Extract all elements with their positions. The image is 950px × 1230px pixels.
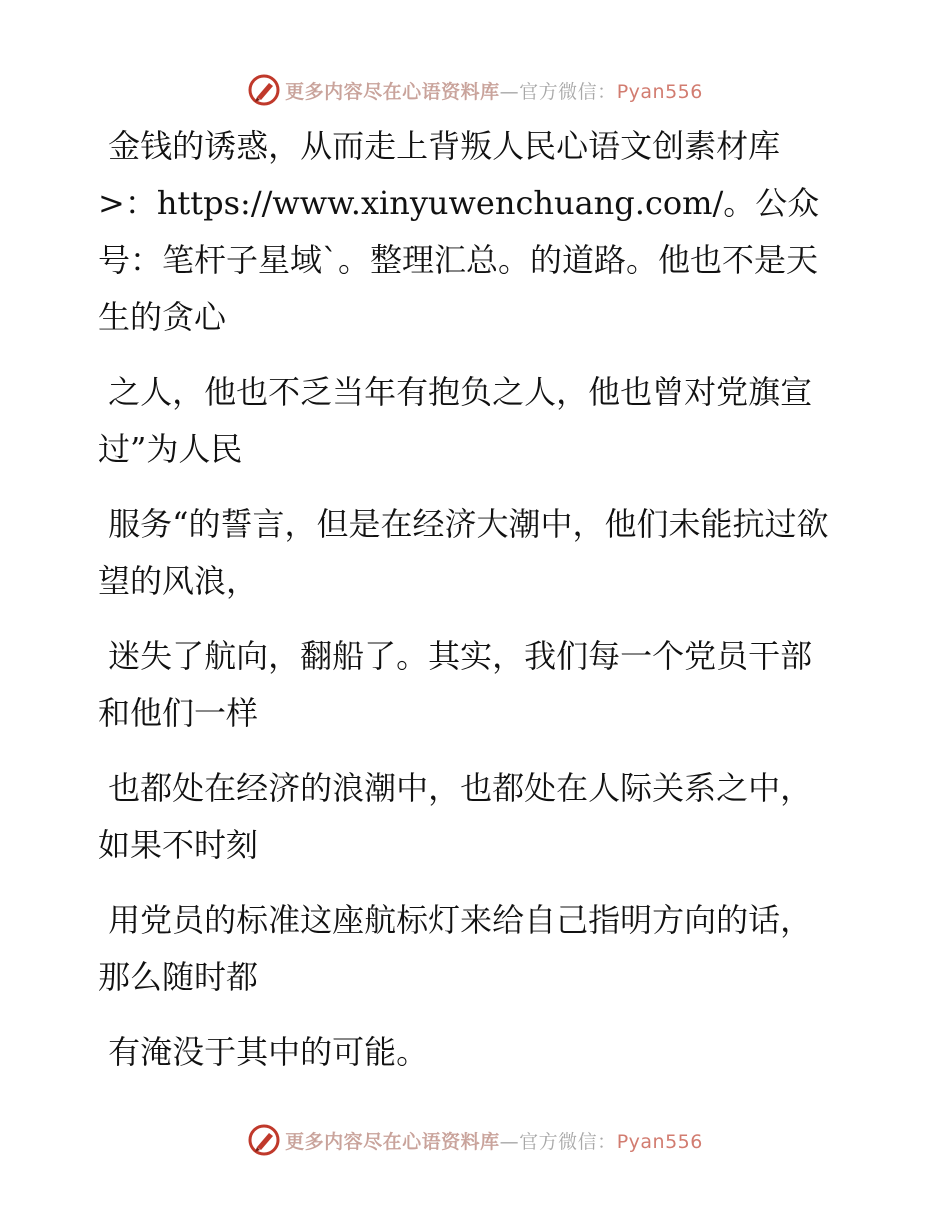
banner-wechat-id: Pyan556 bbox=[616, 80, 703, 103]
banner-wechat-label: —官方微信： bbox=[499, 80, 617, 103]
paragraph: 用党员的标准这座航标灯来给自己指明方向的话，那么随时都 bbox=[98, 901, 813, 996]
banner-site-name: 更多内容尽在心语资料库 bbox=[285, 80, 500, 103]
paragraph: 之人，他也不乏当年有抱负之人，他也曾对党旗宣过”为人民 bbox=[98, 373, 813, 468]
footer-banner-content bbox=[247, 1123, 703, 1157]
pen-logo-icon bbox=[247, 73, 281, 107]
footer-banner bbox=[0, 1120, 950, 1160]
paragraph: 金钱的诱惑，从而走上背叛人民心语文创素材库>：https://www.xinyuwenchuang.com/。公众号：笔杆子星域`。整理汇总。的道路。他也不是天生的贪心 bbox=[98, 127, 820, 336]
pen-logo-icon bbox=[247, 1123, 281, 1157]
header-banner-content bbox=[247, 73, 703, 107]
banner-wechat-label: —官方微信： bbox=[499, 1130, 617, 1153]
paragraph: 也都处在经济的浪潮中，也都处在人际关系之中，如果不时刻 bbox=[98, 769, 813, 864]
paragraph: 服务“的誓言，但是在经济大潮中，他们未能抗过欲望的风浪， bbox=[98, 505, 829, 600]
paragraph: 有淹没于其中的可能。 bbox=[98, 1033, 429, 1071]
banner-wechat-id: Pyan556 bbox=[616, 1130, 703, 1153]
document-body bbox=[98, 118, 838, 1099]
header-banner bbox=[0, 70, 950, 110]
paragraph: 迷失了航向，翻船了。其实，我们每一个党员干部和他们一样 bbox=[98, 637, 813, 732]
header-banner-text bbox=[285, 77, 703, 104]
footer-banner-text bbox=[285, 1127, 703, 1154]
banner-site-name: 更多内容尽在心语资料库 bbox=[285, 1130, 500, 1153]
